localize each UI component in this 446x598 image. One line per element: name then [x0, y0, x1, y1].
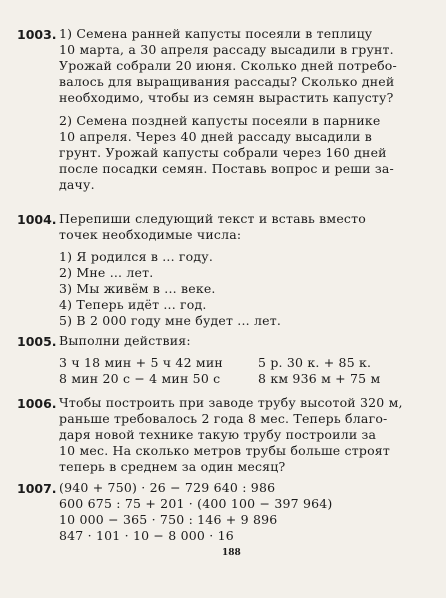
problem-intro: Выполни действия: [59, 333, 191, 348]
problem-line: Урожай собрали 20 июня. Сколько дней потребо- [59, 58, 397, 73]
expression: 8 мин 20 с − 4 мин 50 с [59, 371, 221, 386]
list-item: 5) В 2 000 году мне будет ... лет. [59, 313, 282, 328]
problem-line: Чтобы построить при заводе трубу высотой 320 м, [59, 395, 403, 410]
expression: 5 р. 30 к. + 85 к. [258, 355, 372, 370]
problem-line: 10 марта, а 30 апреля рассаду высадили в грунт. [59, 42, 394, 57]
problem-line: раньше требовалось 2 года 8 мес. Теперь благо- [59, 411, 388, 426]
page-number: 188 [222, 548, 241, 558]
problem-number: 1004. [17, 212, 57, 227]
list-item: 4) Теперь идёт ... год. [59, 297, 207, 312]
expression: 8 км 936 м + 75 м [258, 371, 381, 386]
problem-line: Перепиши следующий текст и вставь вместо [59, 211, 366, 226]
problem-line: теперь в среднем за один месяц? [59, 459, 286, 474]
problem-line: 2) Семена поздней капусты посеяли в парнике [59, 113, 381, 128]
expression: 600 675 : 75 + 201 · (400 100 − 397 964) [59, 496, 333, 511]
list-item: 3) Мы живём в ... веке. [59, 281, 216, 296]
expression: 3 ч 18 мин + 5 ч 42 мин [59, 355, 223, 370]
problem-number: 1007. [17, 481, 57, 496]
problem-line: даря новой технике такую трубу построили за [59, 427, 377, 442]
expression: 847 · 101 · 10 − 8 000 · 16 [59, 528, 234, 543]
problem-line: после посадки семян. Поставь вопрос и реши за- [59, 161, 394, 176]
list-item: 1) Я родился в ... году. [59, 249, 214, 264]
problem-line: необходимо, чтобы из семян вырастить капусту? [59, 90, 394, 105]
problem-number: 1006. [17, 396, 57, 411]
problem-number: 1005. [17, 334, 57, 349]
problem-line: валось для выращивания рассады? Сколько дней [59, 74, 395, 89]
problem-line: дачу. [59, 177, 95, 192]
expression: (940 + 750) · 26 − 729 640 : 986 [59, 480, 276, 495]
problem-line: грунт. Урожай капусты собрали через 160 дней [59, 145, 387, 160]
problem-line: 1) Семена ранней капусты посеяли в теплицу [59, 26, 373, 41]
problem-line: 10 апреля. Через 40 дней рассаду высадили в [59, 129, 372, 144]
list-item: 2) Мне ... лет. [59, 265, 154, 280]
problem-number: 1003. [17, 27, 57, 42]
problem-line: 10 мес. На сколько метров трубы больше строят [59, 443, 390, 458]
problem-line: точек необходимые числа: [59, 227, 242, 242]
expression: 10 000 − 365 · 750 : 146 + 9 896 [59, 512, 278, 527]
